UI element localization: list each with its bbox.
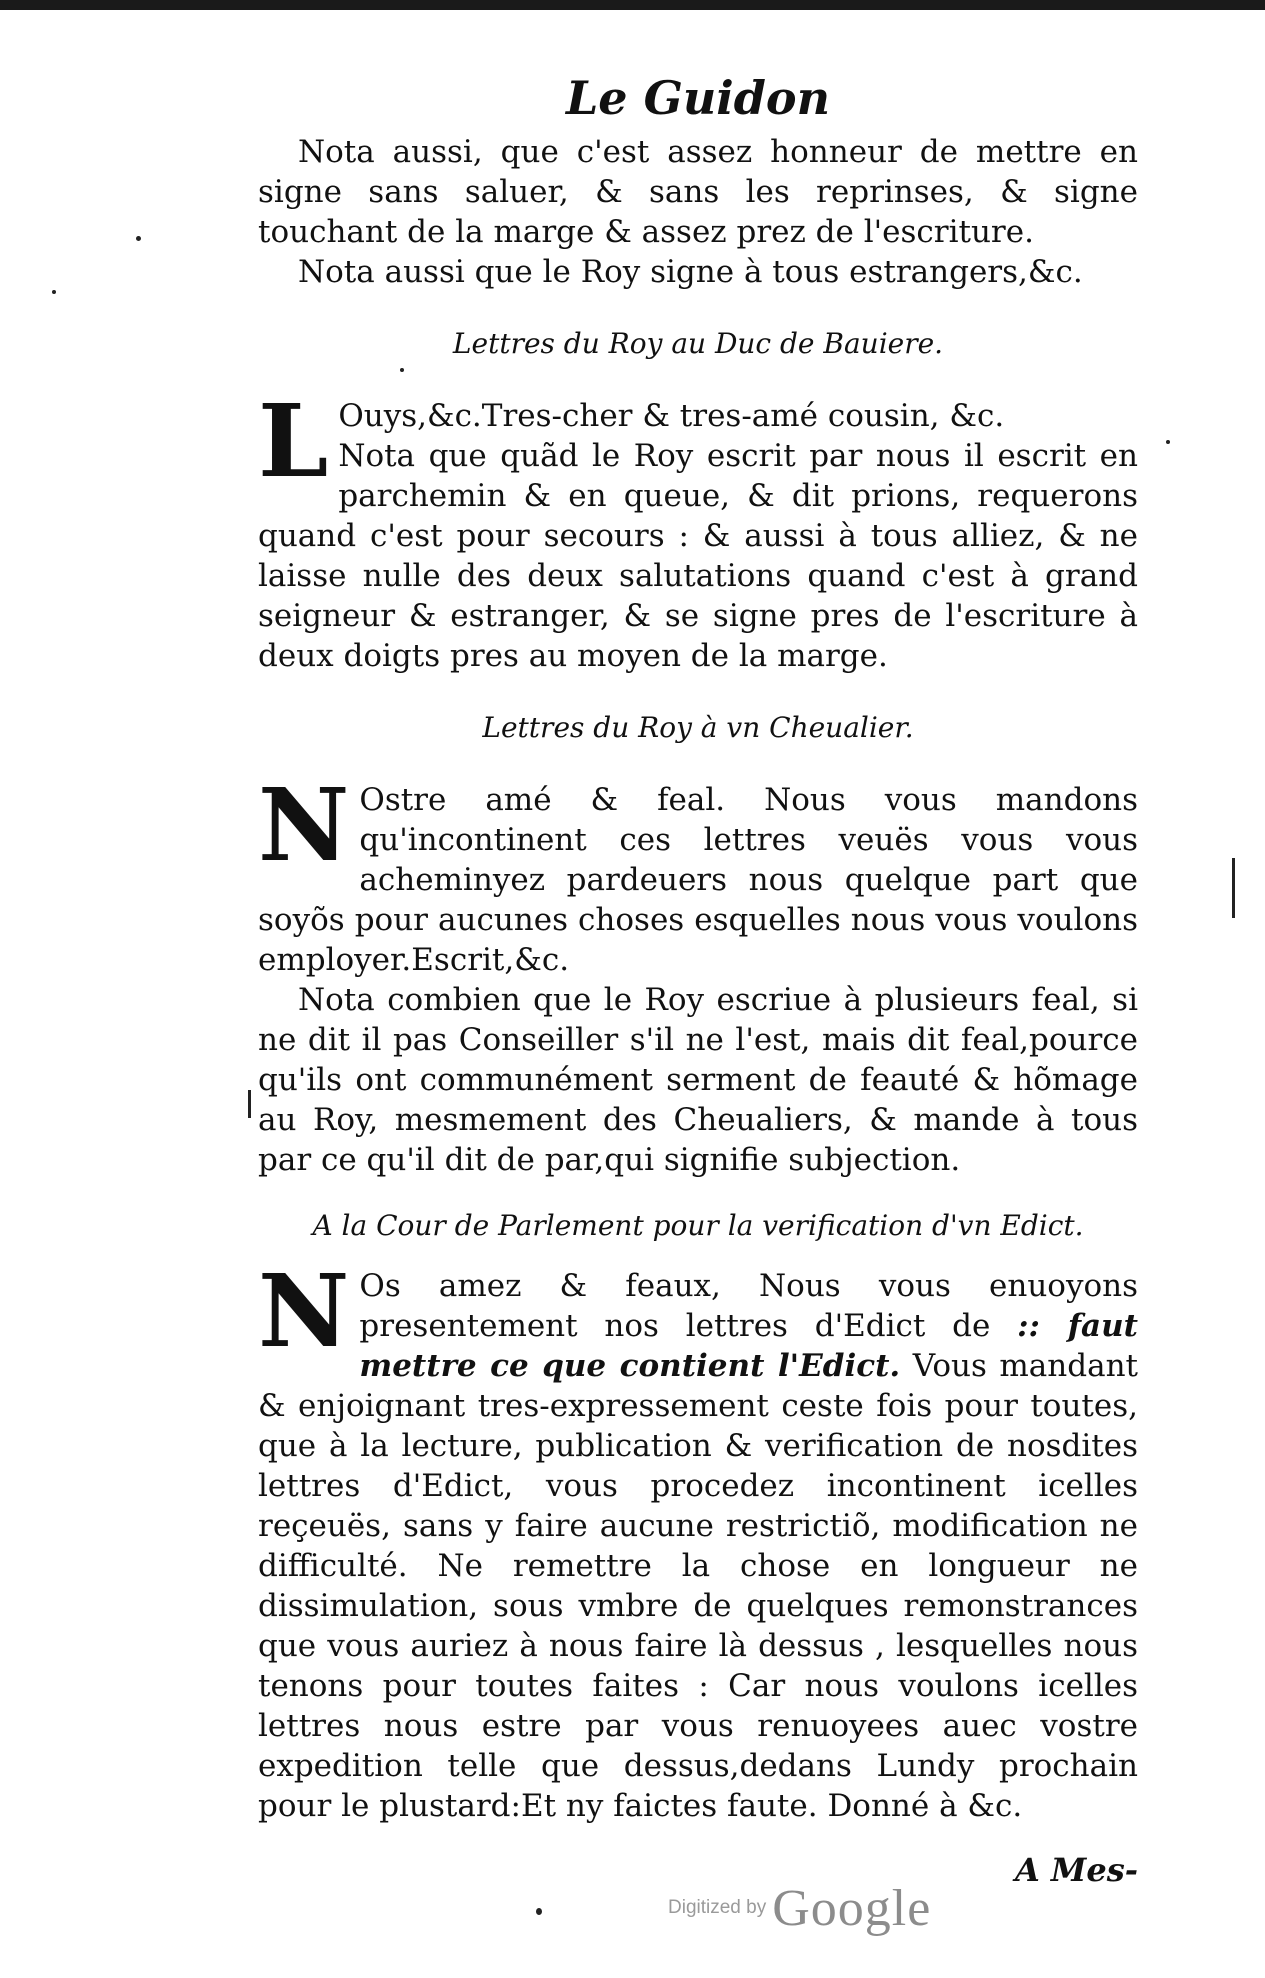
- parlement-body: [258, 1252, 1139, 1826]
- parlement-body-part1: Os amez & feaux, Nous vous enuoyons presentement nos lettres d'Edict de: [359, 1268, 1138, 1344]
- dropcap-n-1: N: [258, 766, 350, 884]
- section-heading-parlement: A la Cour de Parlement pour la verification d'vn Edict.: [312, 1209, 1084, 1242]
- section-heading-cheualier: Lettres du Roy à vn Cheualier.: [482, 711, 914, 744]
- watermark-prefix: Digitized by: [668, 1897, 767, 1918]
- scan-speck: [1166, 440, 1170, 444]
- parlement-body-part2: Vous mandant & enjoignant tres-expressement ceste fois pour toutes, que à la lecture, publication & verification de nosdites lettres d'Edict, vous procedez incontinent icelles reçeuës, sans y faire aucune restrictiõ, modification ne difficulté. Ne remettre la chose en longueur ne dissimulation, sous vmbre de quelques remonstrances que vous auriez à nous faire là dessus , lesquelles nous tenons pour toutes faites : Car nous voulons icelles lettres nous estre par vous renuoyees auec vostre expedition telle que dessus,dedans Lundy prochain pour le plustard:Et ny faictes faute. Donné à &c.: [258, 1348, 1139, 1824]
- scan-speck: [536, 1908, 542, 1915]
- section-heading-bauiere: Lettres du Roy au Duc de Bauiere.: [452, 327, 944, 360]
- bauiere-body: Nota que quãd le Roy escrit par nous il escrit en parchemin & en queue, & dit prions, requerons quand c'est pour secours : & aussi à tous alliez, & ne laisse nulle des deux salutations quand c'est à grand seigneur & estranger, & se signe pres de l'escriture à deux doigts pres au moyen de la marge.: [258, 438, 1138, 674]
- section-parlement: [258, 1252, 1139, 1826]
- margin-mark: [1232, 858, 1235, 918]
- google-logo: Google: [772, 1879, 932, 1937]
- margin-mark: [248, 1090, 251, 1118]
- page-top-border: [0, 0, 1265, 10]
- cheualier-note: Nota combien que le Roy escriue à plusieurs feal, si ne dit il pas Conseiller s'il ne l'est, mais dit feal,pource qu'ils ont communément serment de feauté & hõmage au Roy, mesmement des Cheualiers, & mande à tous par ce qu'il dit de par,qui signifie subjection.: [258, 982, 1138, 1178]
- scan-speck: [136, 236, 141, 241]
- running-head: Le Guidon: [565, 71, 831, 125]
- bauiere-salutation: Ouys,&c.Tres-cher & tres-amé cousin, &c.: [338, 398, 1005, 434]
- cheualier-body: Ostre amé & feal. Nous vous mandons qu'incontinent ces lettres veuës vous vous acheminyez pardeuers nous quelque part que soyõs pour aucunes choses esquelles nous vous voulons employer.Escrit,&c.: [258, 782, 1138, 978]
- scan-speck: [400, 368, 404, 372]
- section-cheualier: [258, 766, 1138, 1180]
- dropcap-n-2: N: [258, 1252, 350, 1370]
- book-page: [258, 70, 1138, 1890]
- section-bauiere: [258, 382, 1138, 676]
- parlement-body-italic: :: faut mettre ce que contient l'Edict.: [359, 1308, 1139, 1384]
- scan-speck: [52, 290, 56, 294]
- digitized-watermark: [668, 1878, 1008, 1938]
- intro-paragraph-1: Nota aussi, que c'est assez honneur de mettre en signe sans saluer, & sans les reprinses, & signe touchant de la marge & assez prez de l'escriture.: [258, 134, 1138, 250]
- catchword: A Mes-: [1014, 1851, 1138, 1889]
- dropcap-l: L: [258, 382, 329, 500]
- intro-paragraph-2: Nota aussi que le Roy signe à tous estrangers,&c.: [298, 254, 1083, 290]
